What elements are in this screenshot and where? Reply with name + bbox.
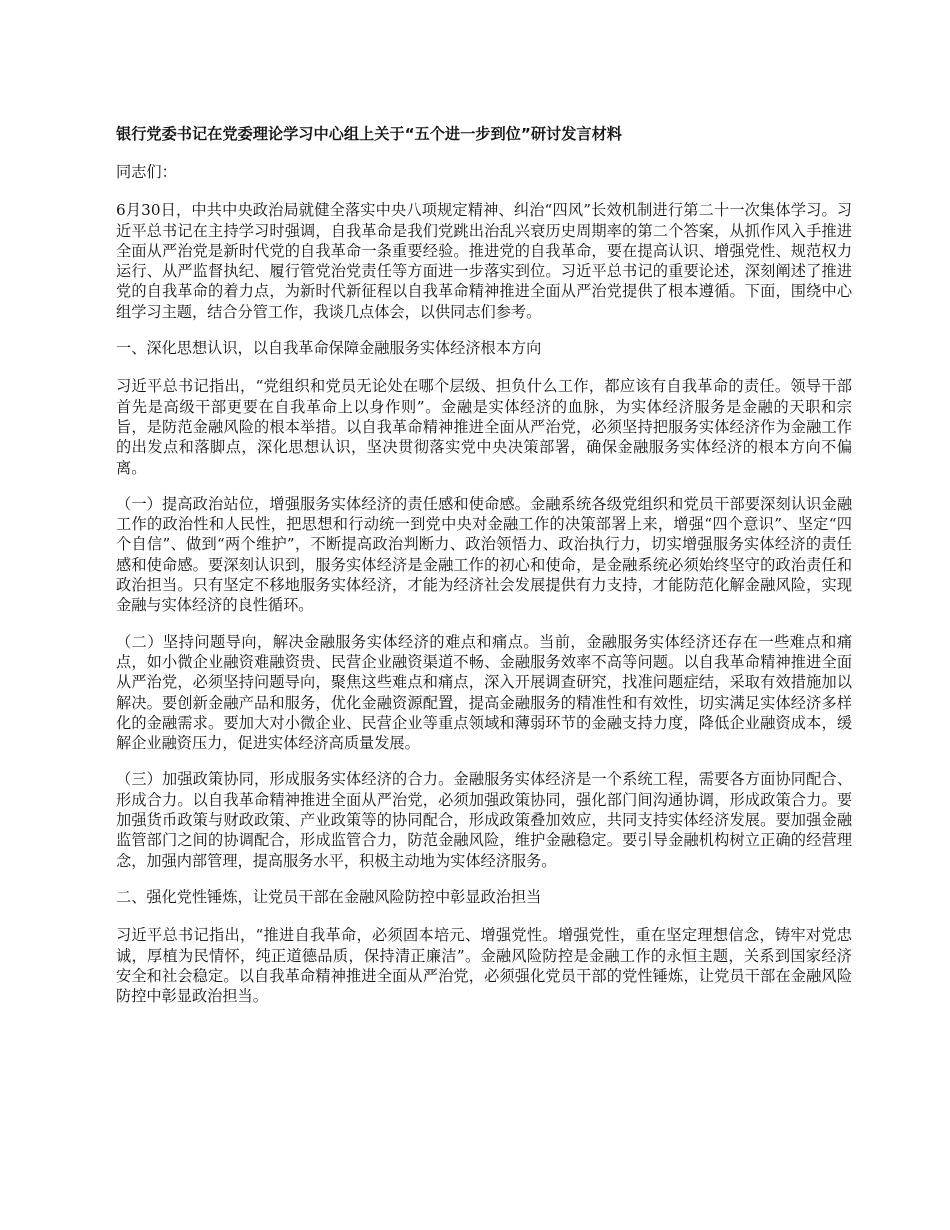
- document-page: [116, 124, 852, 1022]
- paragraph-subsection-1: （一）提高政治站位，增强服务实体经济的责任感和使命感。金融系统各级党组织和党员干部要深刻认识金融工作的政治性和人民性，把思想和行动统一到党中央对金融工作的决策部署上来，增强“四个意识”、坚定“四个自信”、做到“两个维护”，不断提高政治判断力、政治领悟力、政治执行力，切实增强服务实体经济的责任感和使命感。要深刻认识到，服务实体经济是金融工作的初心和使命，是金融系统必须始终坚守的政治责任和政治担当。只有坚定不移地服务实体经济，才能为经济社会发展提供有力支持，才能防范化解金融风险，实现金融与实体经济的良性循环。: [116, 494, 852, 615]
- section-heading-2: 二、强化党性锤炼，让党员干部在金融风险防控中彰显政治担当: [116, 887, 542, 906]
- paragraph-subsection-2: （二）坚持问题导向，解决金融服务实体经济的难点和痛点。当前，金融服务实体经济还存在一些难点和痛点，如小微企业融资难融资贵、民营企业融资渠道不畅、金融服务效率不高等问题。以自我革命精神推进全面从严治党，必须坚持问题导向，聚焦这些难点和痛点，深入开展调查研究，找准问题症结，采取有效措施加以解决。要创新金融产品和服务，优化金融资源配置，提高金融服务的精准性和有效性，切实满足实体经济多样化的金融需求。要加大对小微企业、民营企业等重点领域和薄弱环节的金融支持力度，降低企业融资成本，缓解企业融资压力，促进实体经济高质量发展。: [116, 632, 852, 753]
- salutation: 同志们：: [116, 163, 177, 181]
- paragraph-subsection-3: （三）加强政策协同，形成服务实体经济的合力。金融服务实体经济是一个系统工程，需要各方面协同配合、形成合力。以自我革命精神推进全面从严治党，必须加强政策协同，强化部门间沟通协调，形成政策合力。要加强货币政策与财政政策、产业政策等的协同配合，形成政策叠加效应，共同支持实体经济发展。要加强金融监管部门之间的协调配合，形成监管合力，防范金融风险，维护金融稳定。要引导金融机构树立正确的经营理念，加强内部管理，提高服务水平，积极主动地为实体经济服务。: [116, 770, 852, 870]
- document-title: 银行党委书记在党委理论学习中心组上关于“五个进一步到位”研讨发言材料: [116, 125, 622, 143]
- paragraph-section2-body: 习近平总书记指出，“推进自我革命，必须固本培元、增强党性。增强党性，重在坚定理想信念，铸牢对党忠诚，厚植为民情怀，纯正道德品质，保持清正廉洁”。金融风险防控是金融工作的永恒主题，关系到国家经济安全和社会稳定。以自我革命精神推进全面从严治党，必须强化党员干部的党性锤炼，让党员干部在金融风险防控中彰显政治担当。: [116, 926, 852, 1006]
- section-heading-1: 一、深化思想认识，以自我革命保障金融服务实体经济根本方向: [116, 339, 542, 358]
- paragraph-section1-body: 习近平总书记指出，“党组织和党员无论处在哪个层级、担负什么工作，都应该有自我革命的责任。领导干部首先是高级干部更要在自我革命上以身作则”。金融是实体经济的血脉，为实体经济服务是金融的天职和宗旨，是防范金融风险的根本举措。以自我革命精神推进全面从严治党，必须坚持把服务实体经济作为金融工作的出发点和落脚点，深化思想认识，坚决贯彻落实党中央决策部署，确保金融服务实体经济的根本方向不偏离。: [116, 377, 852, 477]
- paragraph-intro: 6月30日，中共中央政治局就健全落实中央八项规定精神、纠治“四风”长效机制进行第二十一次集体学习。习近平总书记在主持学习时强调，自我革命是我们党跳出治乱兴衰历史周期率的第二个答案，从抓作风入手推进全面从严治党是新时代党的自我革命一条重要经验。推进党的自我革命，要在提高认识、增强党性、规范权力运行、从严监督执纪、履行管党治党责任等方面进一步落实到位。习近平总书记的重要论述，深刻阐述了推进党的自我革命的着力点，为新时代新征程以自我革命精神推进全面从严治党提供了根本遵循。下面，围绕中心组学习主题，结合分管工作，我谈几点体会，以供同志们参考。: [116, 201, 852, 321]
